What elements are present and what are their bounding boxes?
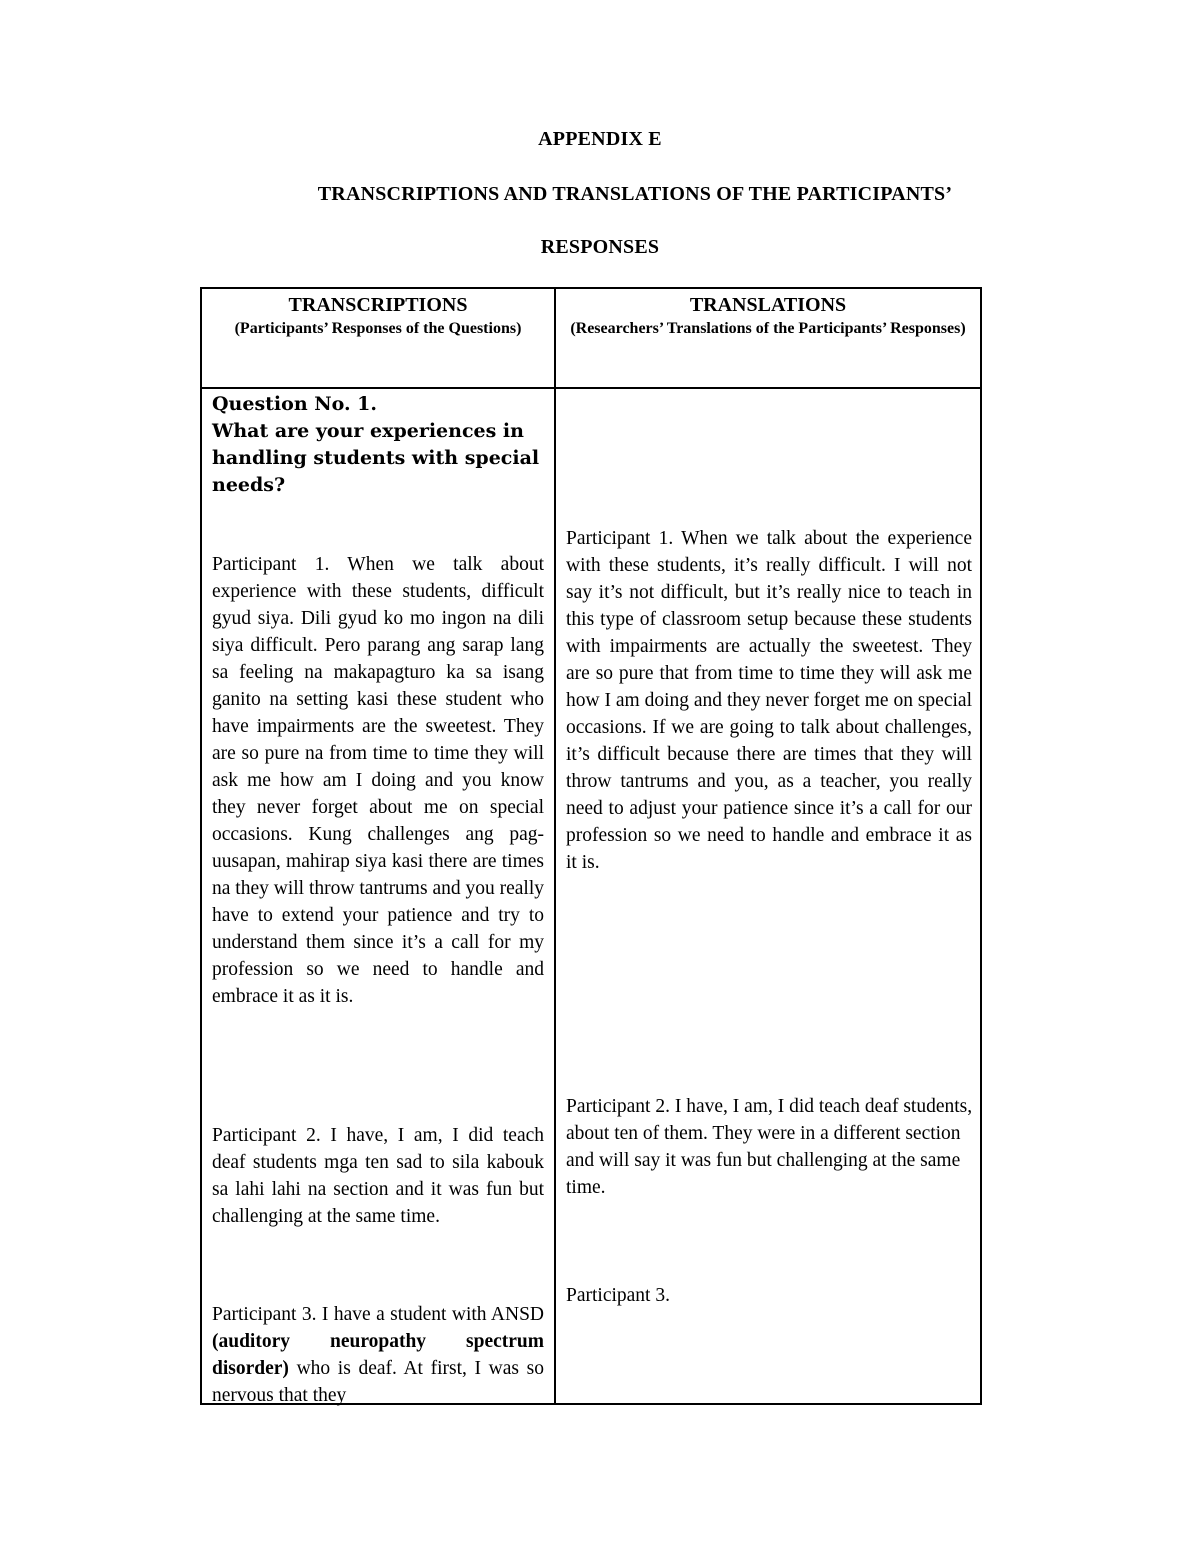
translations-column-header bbox=[566, 293, 970, 340]
question-text: What are your experiences in handling students with special needs? bbox=[212, 420, 540, 496]
transcriptions-header-title: TRANSCRIPTIONS bbox=[288, 294, 468, 316]
transcription-p3-intro: Participant 3. I have a student with ANSD bbox=[212, 1304, 544, 1325]
column-divider bbox=[554, 289, 556, 1403]
translations-header-subtitle: (Researchers’ Translations of the Participants’ Responses) bbox=[570, 320, 966, 337]
transcription-participant-2: Participant 2. I have, I am, I did teach deaf students mga ten sad to sila kabouk sa lahi lahi na section and it was fun but challenging at the same time. bbox=[212, 1125, 544, 1227]
translation-participant-3: Participant 3. bbox=[566, 1285, 670, 1306]
transcription-p3-rest: who is deaf. At first, I was so nervous that they bbox=[212, 1358, 545, 1406]
appendix-title: APPENDIX E bbox=[538, 128, 662, 150]
transcription-participant-1: Participant 1. When we talk about experience with these students, difficult gyud siya. Dili gyud ko mo ingon na dili siya difficult. Pero parang ang sarap lang sa feeling na makapagturo ka sa isang ganito na setting kasi these student who have impairments are the sweetest. They are so pure na from time to time they will ask me how am I doing and you know they never forget about me on special occasions. Kung challenges ang pag- uusapan, mahirap siya kasi there are times na they will throw tantrums and you really have to extend your patience and try to understand them since it’s a call for my profession so we need to handle and embrace it as it is. bbox=[212, 554, 544, 1007]
header-divider bbox=[202, 387, 980, 389]
translation-participant-2: Participant 2. I have, I am, I did teach deaf students, about ten of them. They were in a different section and will say it was fun but challenging at the same time. bbox=[566, 1096, 973, 1198]
transcription-participant-3 bbox=[212, 1301, 544, 1409]
responses-table bbox=[200, 287, 982, 1405]
translations-header-title: TRANSLATIONS bbox=[689, 294, 847, 316]
translation-participant-1: Participant 1. When we talk about the experience with these students, it’s really difficult. I will not say it’s not difficult, but it’s really nice to teach in this type of classroom setup because these students with impairments are actually the sweetest. They are so pure that from time to time they will ask me how I am doing and they never forget me on special occasions. If we are going to talk about challenges, it’s difficult because there are times that they will throw tantrums and you, as a teacher, you really need to adjust your patience since it’s a call for our profession so we need to handle and embrace it as it is. bbox=[566, 528, 972, 873]
document-title: TRANSCRIPTIONS AND TRANSLATIONS OF THE PARTICIPANTS’ bbox=[317, 183, 953, 205]
transcriptions-column-header bbox=[212, 293, 544, 340]
question-number: Question No. 1. bbox=[212, 393, 378, 415]
question-block bbox=[212, 391, 542, 499]
transcriptions-header-subtitle: (Participants’ Responses of the Questions) bbox=[234, 320, 522, 337]
document-subtitle: RESPONSES bbox=[540, 236, 660, 258]
transcription-p3-term: (auditory neuropathy spectrum disorder) bbox=[212, 1331, 544, 1379]
